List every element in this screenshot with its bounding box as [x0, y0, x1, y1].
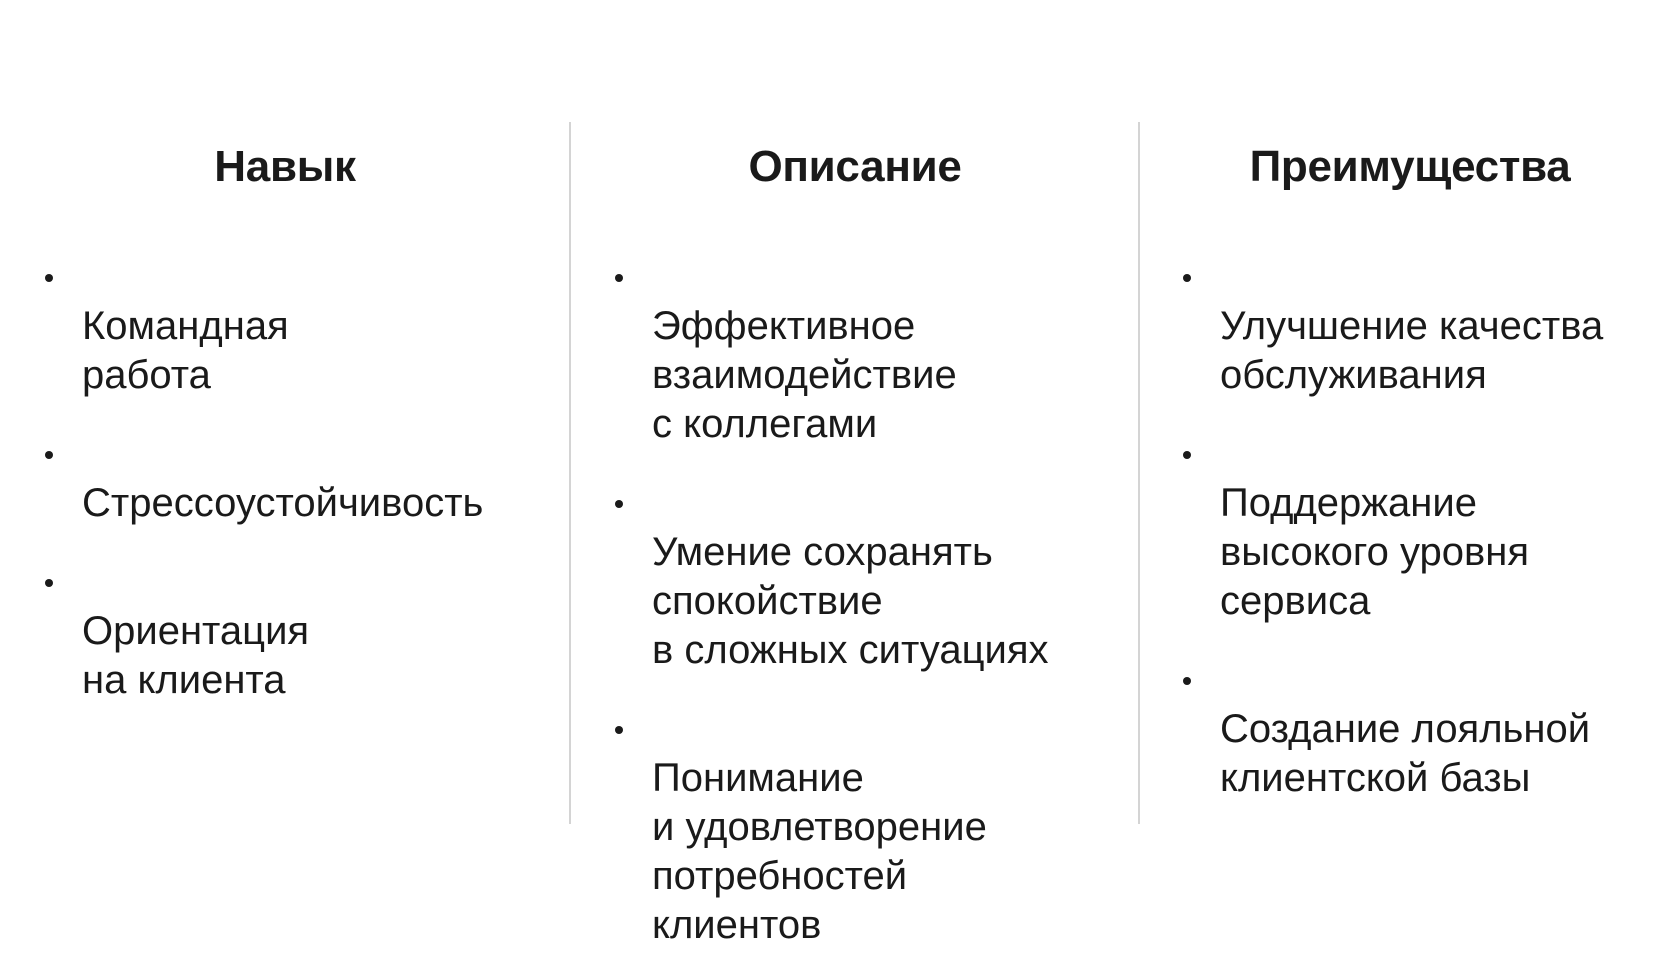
column-skill: [0, 0, 570, 946]
bullet-icon: [615, 274, 623, 282]
list-item-text: Умение сохранять спокойствие в сложных ситуациях: [652, 530, 1049, 672]
list-item-text: Командная работа: [82, 304, 289, 397]
list-item: [612, 479, 1132, 675]
list-item: [42, 558, 562, 705]
list-item: [1180, 253, 1680, 400]
list-item: [1180, 430, 1680, 626]
column-benefits: [1140, 0, 1680, 946]
list-item-text: Создание лояльной клиентской базы: [1220, 707, 1591, 800]
list-item: [612, 253, 1132, 449]
list-item-text: Эффективное взаимодействие с коллегами: [652, 304, 957, 446]
list-item: [42, 430, 562, 528]
bullet-icon: [1183, 274, 1191, 282]
list-item-text: Ориентация на клиента: [82, 609, 310, 702]
bullet-icon: [1183, 677, 1191, 685]
list-item-text: Стрессоустойчивость: [82, 481, 484, 525]
list-item-text: Поддержание высокого уровня сервиса: [1220, 481, 1530, 623]
column-title-skill: Навык: [214, 142, 356, 191]
description-list: [612, 253, 1132, 980]
skill-list: [42, 253, 562, 735]
bullet-icon: [45, 451, 53, 459]
bullet-icon: [45, 274, 53, 282]
column-title-benefits: Преимущества: [1249, 142, 1571, 191]
list-item: [1180, 656, 1680, 803]
bullet-icon: [615, 726, 623, 734]
list-item: [612, 705, 1132, 950]
bullet-icon: [1183, 451, 1191, 459]
column-title-description: Описание: [748, 142, 962, 191]
list-item-text: Улучшение качества обслуживания: [1220, 304, 1604, 397]
bullet-icon: [615, 500, 623, 508]
list-item-text: Понимание и удовлетворение потребностей клиентов: [652, 756, 987, 947]
column-description: [570, 0, 1140, 946]
bullet-icon: [45, 579, 53, 587]
list-item: [42, 253, 562, 400]
benefits-list: [1180, 253, 1680, 833]
